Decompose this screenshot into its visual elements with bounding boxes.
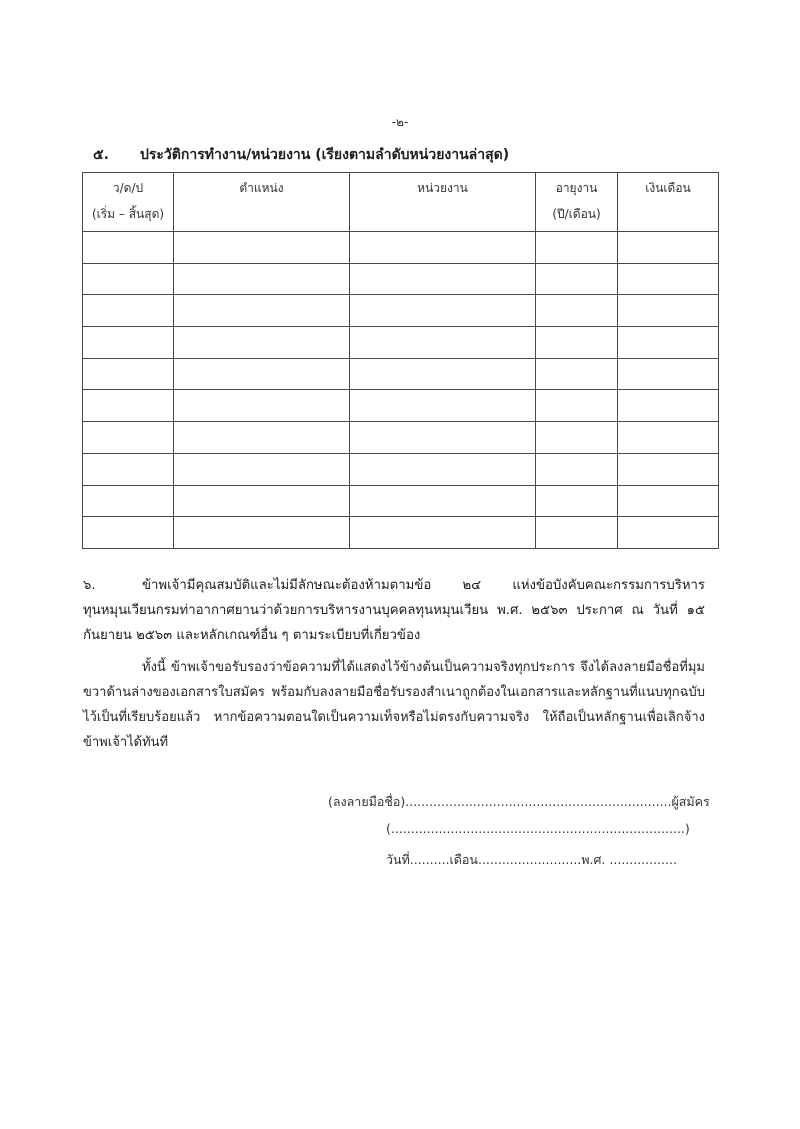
section6-qualification-statement — [83, 573, 705, 648]
table-row — [83, 390, 719, 422]
cell-salary[interactable] — [618, 263, 719, 295]
header-tenure: อายุงาน (ปี/เดือน) — [536, 173, 618, 232]
header-organization: หน่วยงาน — [350, 173, 536, 232]
table-row — [83, 358, 719, 390]
cell-position[interactable] — [174, 485, 350, 517]
cell-tenure[interactable] — [536, 232, 618, 264]
cell-position[interactable] — [174, 422, 350, 454]
cell-salary[interactable] — [618, 485, 719, 517]
cell-tenure[interactable] — [536, 390, 618, 422]
cell-position[interactable] — [174, 232, 350, 264]
cell-salary[interactable] — [618, 390, 719, 422]
cell-position[interactable] — [174, 453, 350, 485]
signature-date-line[interactable]: วันที่..........เดือน..........................พ.ศ. ................. — [386, 852, 677, 867]
cell-date[interactable] — [83, 263, 174, 295]
cell-date[interactable] — [83, 517, 174, 549]
cell-date[interactable] — [83, 390, 174, 422]
cell-salary[interactable] — [618, 295, 719, 327]
cell-date[interactable] — [83, 358, 174, 390]
cell-organization[interactable] — [350, 453, 536, 485]
header-date-range: ว/ด/ป (เริ่ม – สิ้นสุด) — [83, 173, 174, 232]
cell-date[interactable] — [83, 453, 174, 485]
applicant-name-line[interactable]: (..........................................................................) — [386, 821, 690, 836]
section5-heading — [93, 144, 509, 166]
table-row — [83, 517, 719, 549]
table-row — [83, 263, 719, 295]
cell-position[interactable] — [174, 295, 350, 327]
cell-position[interactable] — [174, 327, 350, 359]
table-row — [83, 295, 719, 327]
section5-title: ประวัติการทำงาน/หน่วยงาน (เรียงตามลำดับหน่วยงานล่าสุด) — [140, 147, 510, 163]
cell-position[interactable] — [174, 263, 350, 295]
cell-organization[interactable] — [350, 327, 536, 359]
cell-tenure[interactable] — [536, 517, 618, 549]
cell-tenure[interactable] — [536, 263, 618, 295]
cell-organization[interactable] — [350, 422, 536, 454]
cell-salary[interactable] — [618, 517, 719, 549]
table-row — [83, 453, 719, 485]
cell-salary[interactable] — [618, 422, 719, 454]
cell-tenure[interactable] — [536, 422, 618, 454]
cell-organization[interactable] — [350, 295, 536, 327]
table-row — [83, 232, 719, 264]
table-row — [83, 485, 719, 517]
table-header-row — [83, 173, 719, 232]
cell-salary[interactable] — [618, 358, 719, 390]
cell-salary[interactable] — [618, 327, 719, 359]
cell-salary[interactable] — [618, 453, 719, 485]
section5-number: ๕. — [93, 147, 109, 163]
cell-organization[interactable] — [350, 390, 536, 422]
cell-organization[interactable] — [350, 485, 536, 517]
cell-tenure[interactable] — [536, 327, 618, 359]
cell-organization[interactable] — [350, 263, 536, 295]
section6-number: ๖. — [83, 578, 96, 593]
declaration-paragraph: ทั้งนี้ ข้าพเจ้าขอรับรองว่าข้อความที่ได้แสดงไว้ข้างต้นเป็นความจริงทุกประการ จึงได้ลงลายมือชื่อที่มุมขวาด้านล่างของเอกสารใบสมัคร พร้อมกับลงลายมือชื่อรับรองสำเนาถูกต้องในเอกสารและหลักฐานที่แนบทุกฉบับไว้เป็นที่เรียบร้อยแล้ว หากข้อความตอนใดเป็นความเท็จหรือไม่ตรงกับความจริง ให้ถือเป็นหลักฐานเพื่อเลิกจ้างข้าพเจ้าได้ทันที — [83, 660, 705, 750]
cell-date[interactable] — [83, 485, 174, 517]
cell-organization[interactable] — [350, 358, 536, 390]
cell-organization[interactable] — [350, 517, 536, 549]
table-row — [83, 422, 719, 454]
cell-tenure[interactable] — [536, 453, 618, 485]
header-salary: เงินเดือน — [618, 173, 719, 232]
applicant-signature-line[interactable]: (ลงลายมือชื่อ)...................................................................ผู้สมัคร — [328, 794, 710, 809]
cell-position[interactable] — [174, 517, 350, 549]
cell-date[interactable] — [83, 232, 174, 264]
cell-tenure[interactable] — [536, 358, 618, 390]
cell-organization[interactable] — [350, 232, 536, 264]
header-position: ตำแหน่ง — [174, 173, 350, 232]
table-row — [83, 327, 719, 359]
cell-salary[interactable] — [618, 232, 719, 264]
cell-tenure[interactable] — [536, 485, 618, 517]
cell-tenure[interactable] — [536, 295, 618, 327]
cell-position[interactable] — [174, 390, 350, 422]
work-history-table — [82, 172, 719, 549]
cell-date[interactable] — [83, 327, 174, 359]
cell-date[interactable] — [83, 422, 174, 454]
cell-position[interactable] — [174, 358, 350, 390]
cell-date[interactable] — [83, 295, 174, 327]
page-number: -๒- — [391, 115, 409, 129]
section6-text: ข้าพเจ้ามีคุณสมบัติและไม่มีลักษณะต้องห้ามตามข้อ ๒๔ แห่งข้อบังคับคณะกรรมการบริหารทุนหมุนเวียนกรมท่าอากาศยานว่าด้วยการบริหารงานบุคคลทุนหมุนเวียน พ.ศ. ๒๕๖๓ ประกาศ ณ วันที่ ๑๕ กันยายน ๒๕๖๓ และหลักเกณฑ์อื่น ๆ ตามระเบียบที่เกี่ยวข้อง — [83, 578, 705, 643]
